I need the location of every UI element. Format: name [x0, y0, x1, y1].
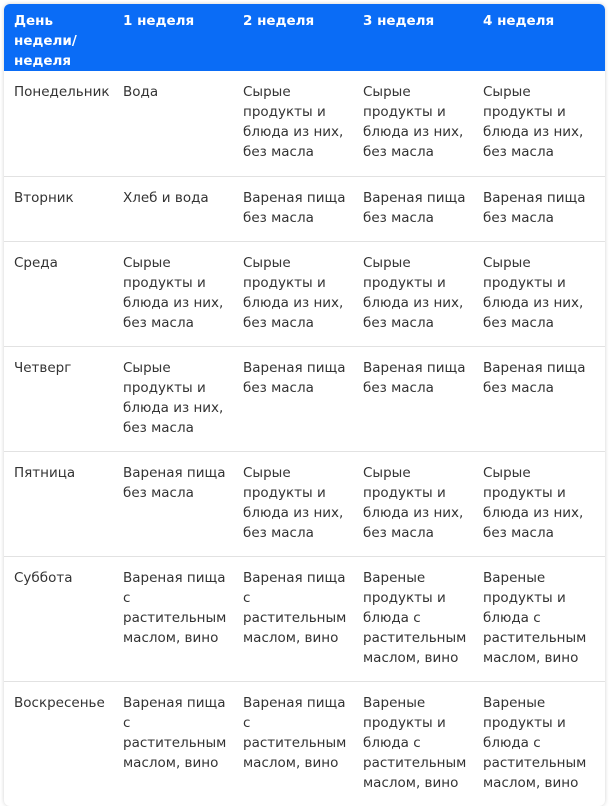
table-row-saturday — [4, 556, 605, 681]
table-cell: Вареная пища без масла — [357, 176, 477, 241]
header-week-4: 4 неделя — [483, 13, 555, 29]
table-cell-day: Воскресенье — [4, 681, 117, 806]
table-row-friday — [4, 451, 605, 556]
table-cell: Вареная пища с растительным маслом, вино — [117, 556, 237, 681]
table-cell: Сырые продукты и блюда из них, без масла — [243, 84, 344, 160]
table-cell: Вареная пища без масла — [117, 451, 237, 556]
table-cell-day: Четверг — [4, 346, 117, 451]
table-cell: Сырые продукты и блюда из них, без масла — [357, 241, 477, 346]
table-cell-day: Среда — [4, 241, 117, 346]
table-cell: Сырые продукты и блюда из них, без масла — [357, 451, 477, 556]
table-header — [4, 4, 605, 71]
table-cell-day: Пятница — [4, 451, 117, 556]
table-cell: Вареная пища с растительным маслом, вино — [117, 681, 237, 806]
table-row-sunday — [4, 681, 605, 806]
table-cell: Сырые продукты и блюда из них, без масла — [117, 346, 237, 451]
table-cell: Вареные продукты и блюда с растительным маслом, вино — [477, 556, 605, 681]
header-week-3: 3 неделя — [363, 13, 435, 29]
table-cell-day: Вторник — [4, 176, 117, 241]
table-cell: Вареная пища без масла — [357, 346, 477, 451]
table-cell: Сырые продукты и блюда из них, без масла — [483, 84, 584, 160]
table-row-wednesday — [4, 241, 605, 346]
table-body — [4, 71, 605, 806]
header-row — [4, 4, 605, 71]
table-cell: Вареная пища без масла — [477, 346, 605, 451]
header-day-of-week: День недели/ неделя — [14, 13, 77, 69]
table-cell: Вареная пища с растительным маслом, вино — [237, 556, 357, 681]
table-cell: Вареные продукты и блюда с растительным маслом, вино — [477, 681, 605, 806]
table-cell: Сырые продукты и блюда из них, без масла — [477, 241, 605, 346]
table-cell: Вареная пища без масла — [477, 176, 605, 241]
table-cell-day: Суббота — [4, 556, 117, 681]
table-cell: Вода — [123, 84, 159, 100]
table-row-tuesday — [4, 176, 605, 241]
diet-schedule-table — [4, 4, 605, 806]
table-cell: Вареная пища без масла — [237, 346, 357, 451]
table-row-monday — [4, 71, 605, 176]
table-cell: Сырые продукты и блюда из них, без масла — [117, 241, 237, 346]
table-cell: Вареные продукты и блюда с растительным маслом, вино — [357, 681, 477, 806]
table-cell: Вареная пища с растительным маслом, вино — [237, 681, 357, 806]
table-cell: Сырые продукты и блюда из них, без масла — [237, 451, 357, 556]
header-week-1: 1 неделя — [123, 13, 195, 29]
table-cell: Хлеб и вода — [117, 176, 237, 241]
header-week-2: 2 неделя — [243, 13, 315, 29]
table-cell: Сырые продукты и блюда из них, без масла — [237, 241, 357, 346]
diet-schedule-table-card — [4, 4, 605, 806]
table-cell: Сырые продукты и блюда из них, без масла — [477, 451, 605, 556]
table-row-thursday — [4, 346, 605, 451]
table-cell: Сырые продукты и блюда из них, без масла — [363, 84, 464, 160]
table-cell: Вареная пища без масла — [237, 176, 357, 241]
table-cell: Вареные продукты и блюда с растительным маслом, вино — [357, 556, 477, 681]
table-cell-day: Понедельник — [14, 84, 110, 100]
